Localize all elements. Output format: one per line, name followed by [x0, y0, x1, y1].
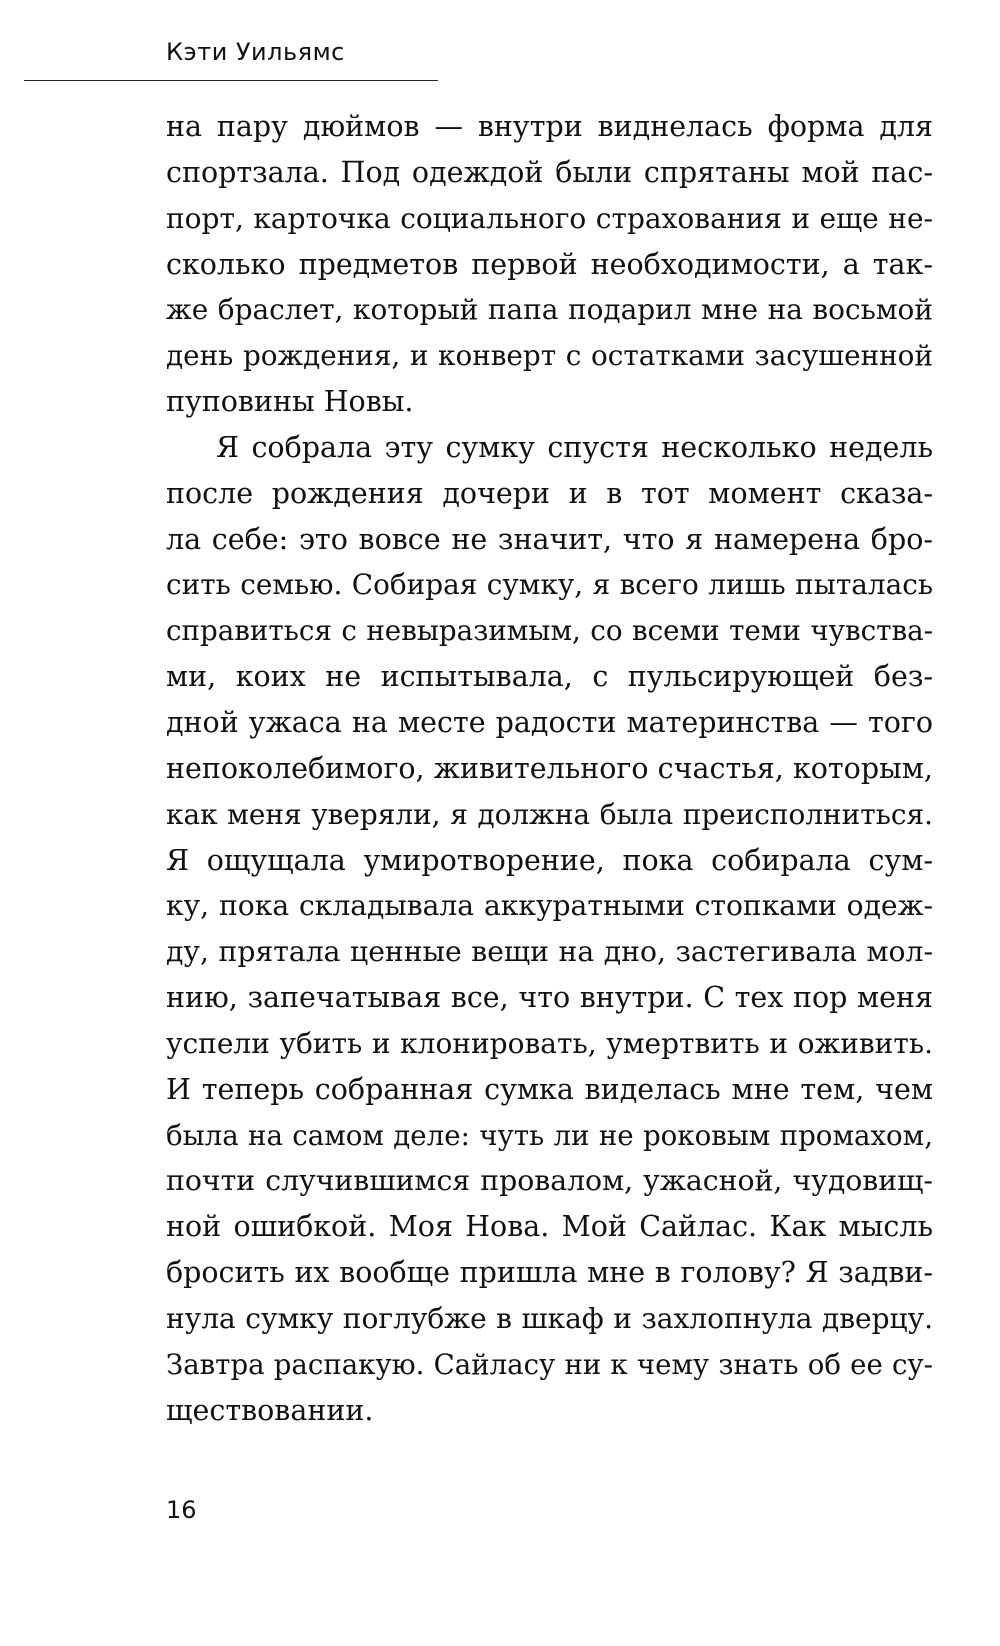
text-line: И теперь собранная сумка виделась мне тем, чем	[166, 1072, 933, 1106]
text-line: как меня уверяли, я должна была преисполниться.	[166, 797, 933, 831]
text-line: успели убить и клонировать, умертвить и оживить.	[166, 1026, 933, 1060]
text-line: Завтра распакую. Сайласу ни к чему знать об ее су-	[166, 1347, 933, 1381]
header-divider	[24, 80, 438, 81]
text-line: порт, карточка социального страхования и еще не-	[166, 201, 933, 235]
text-line: Я ощущала умиротворение, пока собирала сум-	[166, 843, 933, 877]
text-line: дной ужаса на месте радости материнства — того	[166, 705, 933, 739]
page-number: 16	[166, 1496, 197, 1524]
text-line: же браслет, который папа подарил мне на восьмой	[166, 293, 933, 327]
text-line: была на самом деле: чуть ли не роковым промахом,	[166, 1118, 933, 1152]
text-line: ду, прятала ценные вещи на дно, застегивала мол-	[166, 935, 933, 969]
text-line: ществовании.	[166, 1393, 374, 1427]
body-text	[166, 104, 933, 1433]
text-line: нию, запечатывая все, что внутри. С тех пор меня	[166, 981, 933, 1015]
text-line: ми, коих не испытывала, с пульсирующей без-	[166, 660, 933, 694]
text-line: непоколебимого, живительного счастья, которым,	[166, 751, 933, 785]
text-line: пуповины Новы.	[166, 385, 414, 419]
text-line: бросить их вообще пришла мне в голову? Я задви-	[166, 1256, 933, 1290]
paragraph-1	[166, 104, 933, 425]
running-header-author: Кэти Уильямс	[166, 38, 345, 66]
text-line: спортзала. Под одеждой были спрятаны мой пас-	[166, 155, 933, 189]
text-line: нула сумку поглубже в шкаф и захлопнула дверцу.	[166, 1301, 933, 1335]
text-line: после рождения дочери и в тот момент сказа-	[166, 476, 933, 510]
text-line: ла себе: это вовсе не значит, что я намерена бро-	[166, 522, 933, 556]
text-line: сколько предметов первой необходимости, а так-	[166, 247, 933, 281]
text-line: ку, пока складывала аккуратными стопками одеж-	[166, 889, 933, 923]
text-line: на пару дюймов — внутри виднелась форма для	[166, 110, 933, 143]
text-line: ной ошибкой. Моя Нова. Мой Сайлас. Как мысль	[166, 1210, 933, 1244]
text-line: Я собрала эту сумку спустя несколько недель	[216, 430, 933, 464]
text-line: день рождения, и конверт с остатками засушенной	[166, 339, 933, 373]
paragraph-2	[166, 425, 933, 1434]
text-line: почти случившимся провалом, ужасной, чудовищ-	[166, 1164, 933, 1198]
text-line: сить семью. Собирая сумку, я всего лишь пыталась	[166, 568, 933, 602]
text-line: справиться с невыразимым, со всеми теми чувства-	[166, 614, 933, 648]
